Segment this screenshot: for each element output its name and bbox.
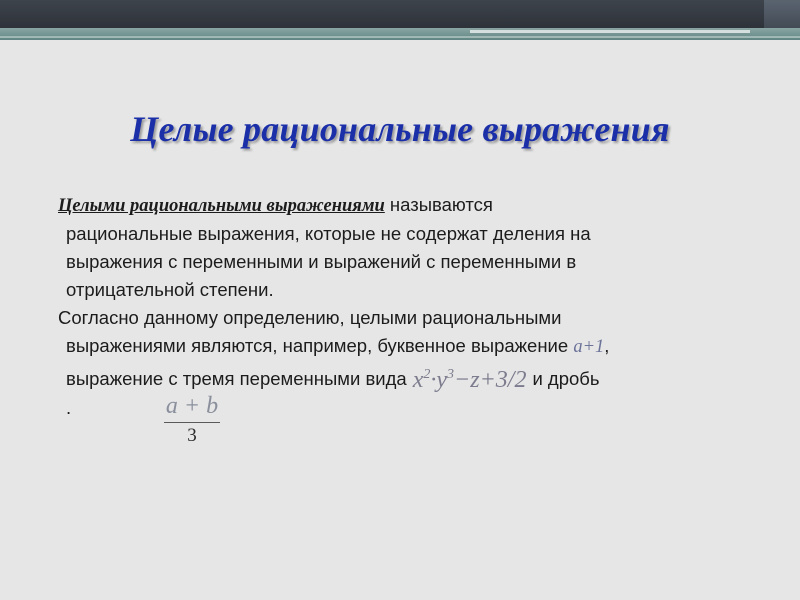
fraction-numerator: a + b: [165, 393, 219, 419]
top-bar-edge: [764, 0, 800, 28]
example-expression: a+1: [573, 337, 605, 357]
statement-line-2-text: выражениями являются, например, буквенное выражение: [66, 335, 569, 356]
definition-line-1: [58, 191, 748, 220]
accent-line: [0, 36, 800, 38]
definition-line-3: выражения с переменными и выражений с переменными в: [66, 251, 577, 272]
statement-line-3-text: выражение с тремя переменными вида: [66, 368, 407, 389]
definition-line-2: рациональные выражения, которые не содержат деления на: [66, 223, 591, 244]
statement-line-3-end: и дробь: [532, 368, 600, 389]
statement-line-2-end: ,: [604, 335, 610, 356]
accent-strip: [0, 28, 800, 40]
statement-line-4: .: [66, 397, 72, 418]
fraction-denominator: 3: [187, 425, 197, 446]
defined-term: Целыми рациональными выражениями: [58, 196, 385, 216]
example-fraction: [162, 392, 222, 449]
top-bar: [0, 0, 800, 28]
formula-y: y: [436, 367, 448, 393]
formula-x: x: [412, 367, 424, 393]
definition-line-4: отрицательной степени.: [66, 279, 274, 300]
definition-paragraph: [58, 191, 748, 304]
definition-line-1-rest: называются: [384, 194, 493, 215]
statement-line-3: [58, 361, 748, 394]
accent-highlight: [470, 30, 750, 33]
example-formula: [413, 361, 527, 394]
formula-rest: −z+3/2: [454, 367, 527, 393]
statement-line-2: [58, 332, 748, 361]
statement-line-1: Согласно данному определению, целыми рациональными: [58, 307, 562, 328]
formula-dot: ·: [430, 367, 437, 393]
formula-y-exponent: 3: [447, 367, 455, 382]
formula-x-exponent: 2: [423, 367, 431, 382]
slide-title: Целые рациональные выражения: [130, 109, 670, 149]
